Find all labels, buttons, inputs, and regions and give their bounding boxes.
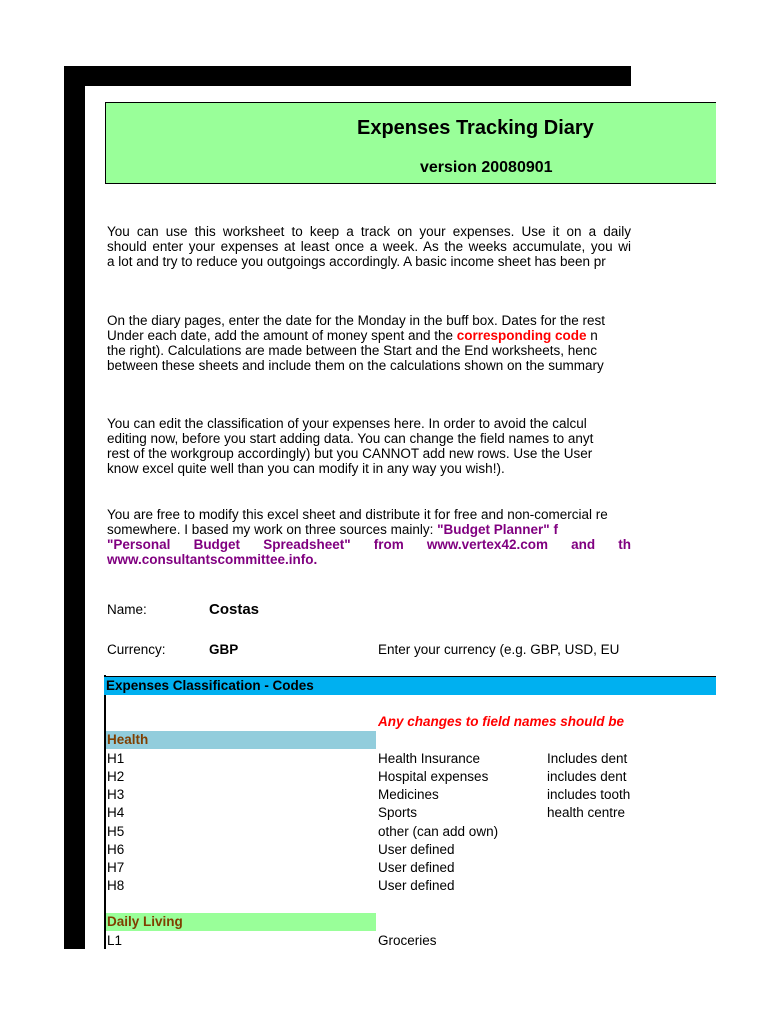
table-row: [0, 877, 768, 895]
note-cell[interactable]: includes dent: [547, 769, 627, 784]
description-cell[interactable]: User defined: [378, 860, 455, 875]
table-row: [0, 786, 768, 804]
code-cell[interactable]: H6: [107, 842, 125, 857]
intro-paragraph: [107, 224, 631, 269]
budget-planner-source: "Budget Planner" f: [437, 522, 558, 537]
license-text: somewhere. I based my work on three sources mainly:: [107, 522, 438, 537]
intro-line: should enter your expenses at least once a week. As the weeks accumulate, you wi: [107, 239, 631, 254]
description-cell[interactable]: Groceries: [378, 933, 437, 948]
consultants-source: www.consultantscommittee.info.: [107, 552, 318, 567]
corresponding-code-highlight: corresponding code: [456, 328, 587, 343]
code-cell[interactable]: H7: [107, 860, 125, 875]
diary-line: the right). Calculations are made between the Start and the End worksheets, henc: [107, 343, 598, 358]
sheet-border-top: [64, 66, 631, 86]
license-paragraph: [107, 507, 631, 567]
table-row: [0, 768, 768, 786]
description-cell[interactable]: User defined: [378, 878, 455, 893]
page-title: Expenses Tracking Diary: [357, 117, 594, 139]
diary-line: between these sheets and include them on the calculations shown on the summary: [107, 358, 604, 373]
version-label: version 20080901: [420, 159, 553, 176]
table-row: [0, 750, 768, 768]
title-banner: [105, 102, 716, 184]
intro-line: You can use this worksheet to keep a track on your expenses. Use it on a daily: [107, 224, 631, 239]
license-line: [107, 522, 631, 537]
license-line: You are free to modify this excel sheet and distribute it for free and non-comercial re: [107, 507, 608, 522]
category-health-header: Health: [106, 731, 376, 749]
classification-line: editing now, before you start adding data. You can change the field names to anyt: [107, 431, 594, 446]
note-cell[interactable]: includes tooth: [547, 787, 631, 802]
field-names-warning: Any changes to field names should be: [378, 714, 625, 729]
name-label: Name:: [107, 602, 147, 617]
diary-paragraph: [107, 313, 631, 373]
description-cell[interactable]: Medicines: [378, 787, 439, 802]
diary-text: n: [586, 328, 598, 343]
description-cell[interactable]: other (can add own): [378, 824, 499, 839]
description-cell[interactable]: Hospital expenses: [378, 769, 489, 784]
name-value-cell[interactable]: Costas: [209, 601, 260, 618]
category-daily-living-header: Daily Living: [106, 913, 376, 931]
classification-line: know excel quite well than you can modify it in any way you wish!).: [107, 461, 505, 476]
description-cell[interactable]: Sports: [378, 805, 418, 820]
currency-hint: Enter your currency (e.g. GBP, USD, EU: [378, 642, 620, 657]
currency-value-cell[interactable]: GBP: [209, 642, 239, 657]
table-row: [0, 932, 768, 950]
description-cell[interactable]: Health Insurance: [378, 751, 481, 766]
table-row: [0, 841, 768, 859]
code-cell[interactable]: H5: [107, 824, 125, 839]
classification-line: You can edit the classification of your expenses here. In order to avoid the calcul: [107, 416, 587, 431]
table-row: [0, 804, 768, 822]
code-cell[interactable]: L1: [107, 933, 123, 948]
code-cell[interactable]: H2: [107, 769, 125, 784]
diary-text: Under each date, add the amount of money spent and the: [107, 328, 457, 343]
currency-label: Currency:: [107, 642, 166, 657]
code-cell[interactable]: H4: [107, 805, 125, 820]
personal-budget-source: "Personal Budget Spreadsheet" from www.vertex42.com and th: [107, 537, 631, 552]
note-cell[interactable]: health centre: [547, 805, 626, 820]
diary-line: [107, 328, 631, 343]
diary-line: On the diary pages, enter the date for the Monday in the buff box. Dates for the rest: [107, 313, 606, 328]
code-cell[interactable]: H1: [107, 751, 125, 766]
code-cell[interactable]: H3: [107, 787, 125, 802]
table-row: [0, 859, 768, 877]
classification-help-paragraph: [107, 416, 631, 476]
classification-line: rest of the workgroup accordingly) but you CANNOT add new rows. Use the User: [107, 446, 593, 461]
table-row: [0, 823, 768, 841]
description-cell[interactable]: User defined: [378, 842, 455, 857]
code-cell[interactable]: H8: [107, 878, 125, 893]
codes-section-header: Expenses Classification - Codes: [104, 676, 716, 695]
note-cell[interactable]: Includes dent: [547, 751, 628, 766]
intro-line: a lot and try to reduce you outgoings accordingly. A basic income sheet has been pr: [107, 254, 606, 269]
